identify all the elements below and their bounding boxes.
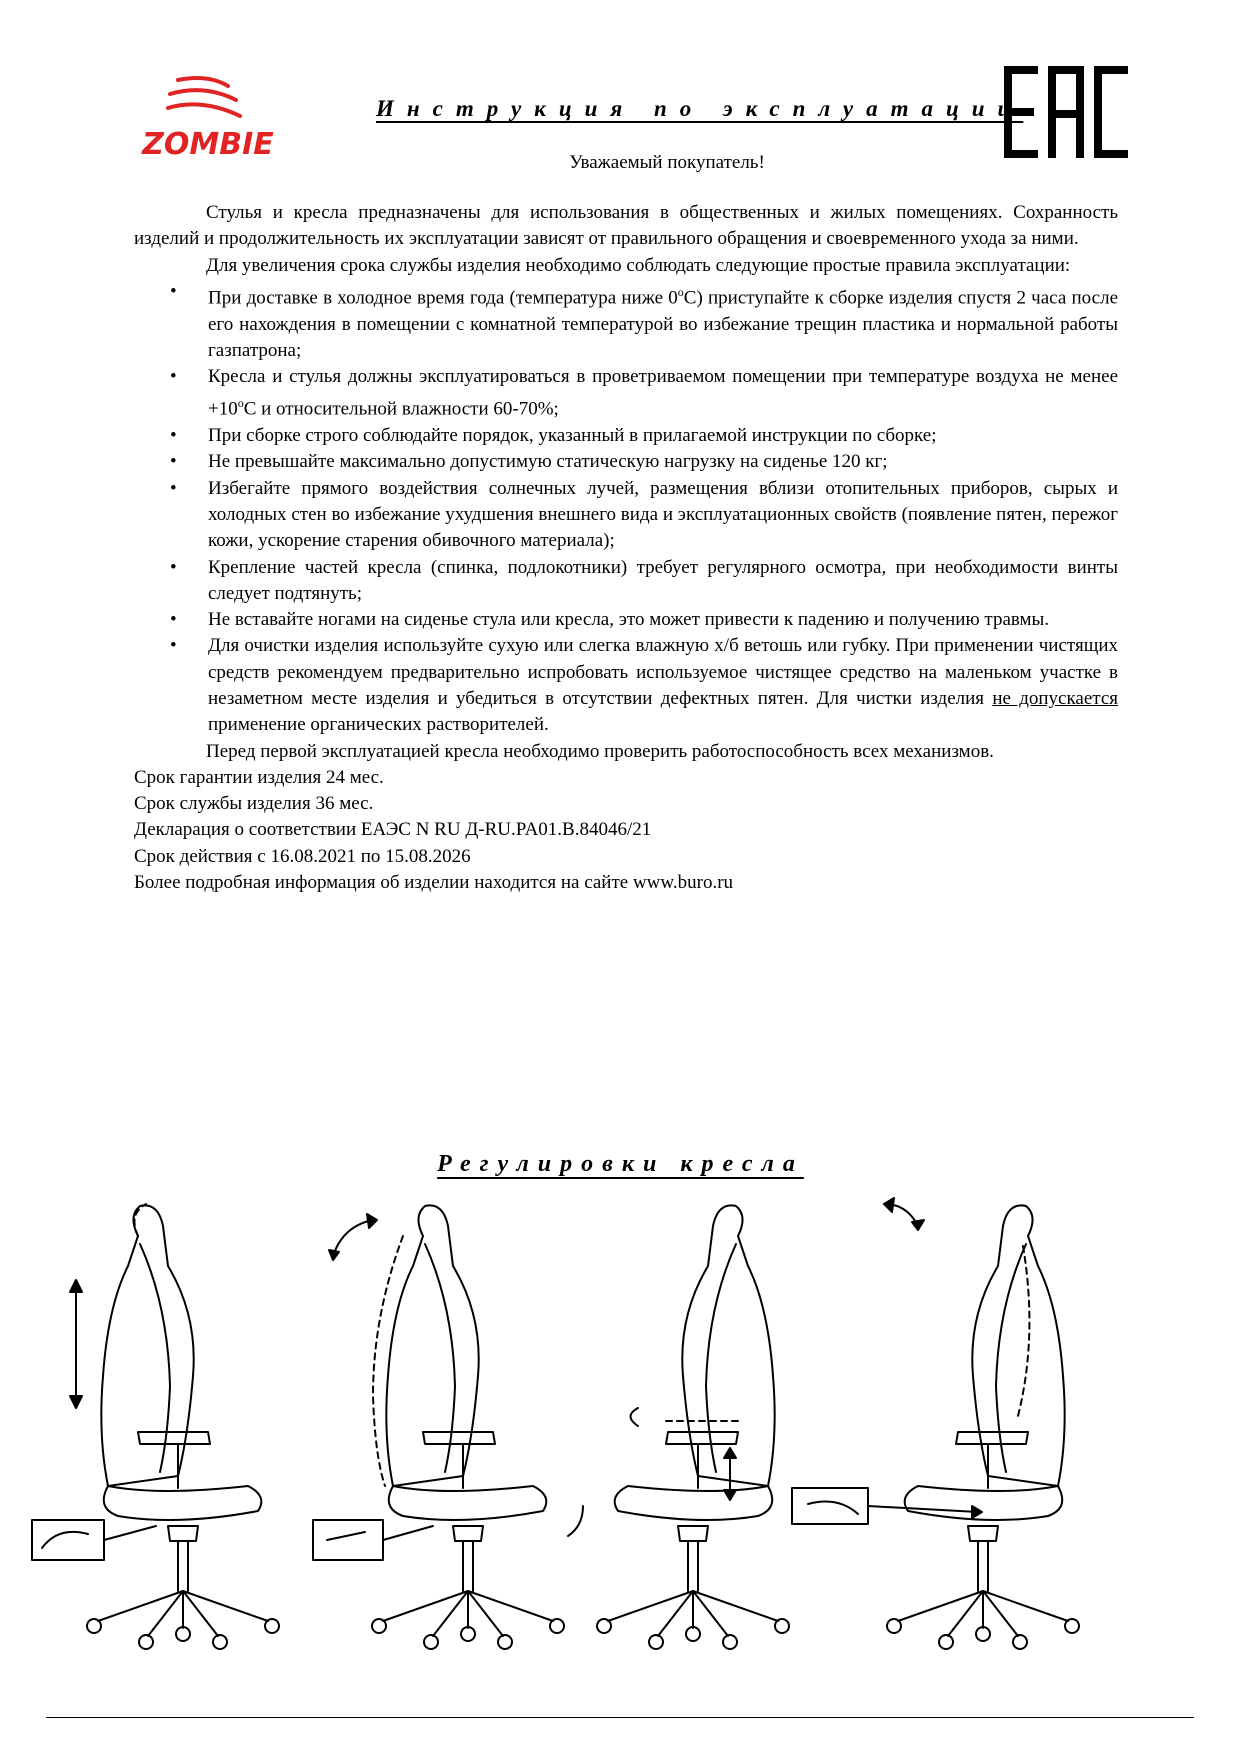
adjustments-title: Регулировки кресла: [437, 1151, 804, 1177]
declaration-line: Декларация о соответствии ЕАЭС N RU Д-RU.PA01.B.84046/21: [134, 819, 652, 841]
bottom-divider: [46, 1717, 1194, 1718]
logo-text: ZOMBIE: [142, 127, 274, 162]
adjustment-illustrations: [28, 1196, 1218, 1666]
intro-paragraph: Стулья и кресла предназначены для использования в общественных и жилых помещениях. Сохранность изделий и продолжительность их эксплуатации зависят от правильного обращения и своевременного ухода за ними.: [134, 202, 1118, 250]
list-item: • Крепление частей кресла (спинка, подлокотники) требует регулярного осмотра, при необходимости винты следует подтянуть;: [134, 555, 1118, 608]
instructions-body: [134, 200, 1118, 896]
list-item: • При доставке в холодное время года (температура ниже $0^оС$) приступайте к сборке изделия спустя 2 часа после его нахождения в помещении с комнатной температурой во избежание трещин пластика и нормальной работы газпатрона;: [134, 279, 1118, 364]
validity-line: Срок действия с 16.08.2021 по 15.08.2026: [134, 845, 471, 867]
armrest-adjust-figure: [597, 1205, 789, 1649]
list-item: • Для очистки изделия используйте сухую или слегка влажную х/б ветошь или губку. При применении чистящих средств рекомендуем предварительно испробовать используемое чистящее средство на маленьком участке в незаметном месте изделия и убедиться в отсутствии дефектных пятен. Для чистки изделия не допускается применение органических растворителей.: [134, 633, 1118, 738]
list-item: • Не превышайте максимально допустимую статическую нагрузку на сиденье 120 кг;: [134, 449, 1118, 475]
rules-list: [134, 279, 1118, 739]
tilt-tension-figure: [792, 1198, 1079, 1649]
intro-paragraph-2: Для увеличения срока службы изделия необходимо соблюдать следующие простые правила эксплуатации:: [206, 254, 1071, 276]
more-info-line: Более подробная информация об изделии находится на сайте www.buro.ru: [134, 872, 734, 894]
greeting: Уважаемый покупатель!: [569, 152, 765, 173]
seat-height-figure: [32, 1204, 279, 1649]
warranty-line: Срок гарантии изделия 24 мес.: [134, 766, 384, 788]
page-title: Инструкция по эксплуатации: [376, 96, 1024, 121]
underlined-warning: не допускается: [992, 688, 1118, 709]
list-item: • При сборке строго соблюдайте порядок, указанный в прилагаемой инструкции по сборке;: [134, 423, 1118, 449]
service-life-line: Срок службы изделия 36 мес.: [134, 793, 374, 815]
list-item: • Избегайте прямого воздействия солнечных лучей, размещения вблизи отопительных приборов, сырых и холодных стен во избежание ухудшения внешнего вида и эксплуатационных свойств (появление пятен, пережог кожи, ускорение старения обивочного материала);: [134, 476, 1118, 555]
backrest-tilt-figure: [313, 1205, 583, 1649]
list-item: • Не вставайте ногами на сиденье стула или кресла, это может привести к падению и получению травмы.: [134, 607, 1118, 633]
list-item: • Кресла и стулья должны эксплуатироваться в проветриваемом помещении при температуре воздуха не менее $+10^оС$ и относительной влажности 60-70%;: [134, 364, 1118, 423]
check-paragraph: Перед первой эксплуатацией кресла необходимо проверить работоспособность всех механизмов.: [206, 740, 994, 762]
